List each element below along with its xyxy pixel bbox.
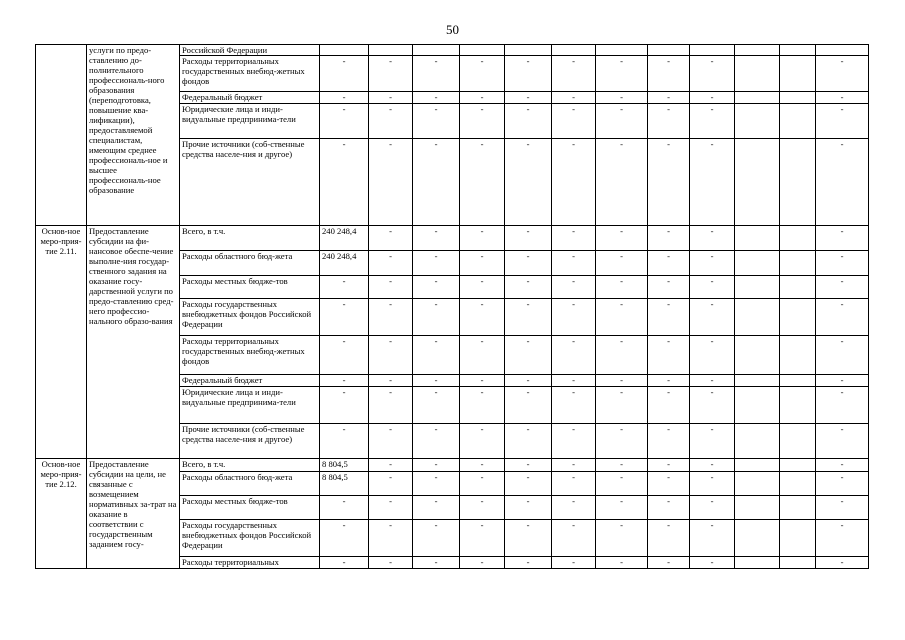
value-cell: - xyxy=(552,472,596,496)
value-cell: - xyxy=(648,104,690,139)
value-cell xyxy=(735,92,780,104)
value-cell: - xyxy=(816,520,869,557)
funding-source: Расходы территориальных xyxy=(180,557,320,569)
value-cell: - xyxy=(648,557,690,569)
value-cell: - xyxy=(460,104,505,139)
amount-cell: - xyxy=(320,276,369,299)
value-cell xyxy=(780,92,816,104)
value-cell: - xyxy=(413,56,460,92)
value-cell: - xyxy=(369,299,413,336)
value-cell: - xyxy=(690,56,735,92)
value-cell xyxy=(735,557,780,569)
value-cell: - xyxy=(369,496,413,520)
value-cell: - xyxy=(460,336,505,375)
value-cell: - xyxy=(505,496,552,520)
value-cell xyxy=(735,251,780,276)
value-cell: - xyxy=(460,424,505,459)
value-cell: - xyxy=(552,387,596,424)
value-cell xyxy=(735,387,780,424)
funding-source: Расходы государственных внебюджетных фондов Российской Федерации xyxy=(180,299,320,336)
amount-cell: - xyxy=(320,424,369,459)
funding-source: Расходы территориальных государственных внебюд-жетных фондов xyxy=(180,56,320,92)
value-cell: - xyxy=(552,92,596,104)
value-cell xyxy=(735,459,780,472)
value-cell: - xyxy=(413,299,460,336)
funding-source: Всего, в т.ч. xyxy=(180,226,320,251)
value-cell: - xyxy=(596,251,648,276)
value-cell: - xyxy=(369,276,413,299)
value-cell xyxy=(780,251,816,276)
value-cell: - xyxy=(369,92,413,104)
value-cell: - xyxy=(816,299,869,336)
value-cell: - xyxy=(413,276,460,299)
value-cell: - xyxy=(552,276,596,299)
value-cell: - xyxy=(648,226,690,251)
funding-source: Расходы областного бюд-жета xyxy=(180,472,320,496)
measure-description: Предоставление субсидии на цели, не связанные с возмещением нормативных за-трат на оказание в соответствии с государственным заданием госу- xyxy=(87,459,180,569)
value-cell: - xyxy=(552,496,596,520)
value-cell: - xyxy=(413,251,460,276)
value-cell xyxy=(816,45,869,56)
value-cell: - xyxy=(816,92,869,104)
value-cell: - xyxy=(505,459,552,472)
value-cell: - xyxy=(596,472,648,496)
value-cell: - xyxy=(648,276,690,299)
funding-source: Расходы местных бюдже-тов xyxy=(180,496,320,520)
value-cell: - xyxy=(413,424,460,459)
value-cell: - xyxy=(690,92,735,104)
value-cell: - xyxy=(460,92,505,104)
value-cell xyxy=(735,226,780,251)
value-cell xyxy=(735,276,780,299)
value-cell: - xyxy=(552,104,596,139)
value-cell: - xyxy=(648,472,690,496)
value-cell: - xyxy=(460,459,505,472)
value-cell: - xyxy=(413,336,460,375)
value-cell xyxy=(735,472,780,496)
value-cell: - xyxy=(552,251,596,276)
value-cell: - xyxy=(413,387,460,424)
value-cell: - xyxy=(552,299,596,336)
value-cell: - xyxy=(460,56,505,92)
value-cell: - xyxy=(690,375,735,387)
value-cell: - xyxy=(552,336,596,375)
value-cell: - xyxy=(690,276,735,299)
value-cell: - xyxy=(505,557,552,569)
value-cell: - xyxy=(648,251,690,276)
value-cell: - xyxy=(816,557,869,569)
value-cell: - xyxy=(552,459,596,472)
value-cell: - xyxy=(505,336,552,375)
value-cell: - xyxy=(596,336,648,375)
value-cell xyxy=(780,56,816,92)
value-cell: - xyxy=(460,520,505,557)
value-cell: - xyxy=(413,92,460,104)
value-cell: - xyxy=(369,375,413,387)
value-cell: - xyxy=(690,251,735,276)
value-cell: - xyxy=(648,459,690,472)
value-cell: - xyxy=(413,139,460,226)
value-cell: - xyxy=(690,336,735,375)
funding-source: Федеральный бюджет xyxy=(180,92,320,104)
funding-source: Прочие источники (соб-ственные средства населе-ния и другое) xyxy=(180,424,320,459)
value-cell: - xyxy=(816,496,869,520)
value-cell xyxy=(735,45,780,56)
amount-cell xyxy=(320,45,369,56)
amount-cell: - xyxy=(320,56,369,92)
value-cell: - xyxy=(690,557,735,569)
value-cell xyxy=(780,424,816,459)
value-cell: - xyxy=(413,496,460,520)
value-cell: - xyxy=(505,251,552,276)
value-cell: - xyxy=(552,424,596,459)
value-cell: - xyxy=(816,336,869,375)
value-cell: - xyxy=(413,472,460,496)
value-cell xyxy=(780,299,816,336)
amount-cell: - xyxy=(320,336,369,375)
value-cell: - xyxy=(413,226,460,251)
funding-source: Юридические лица и инди-видуальные предпринима-тели xyxy=(180,387,320,424)
value-cell xyxy=(505,45,552,56)
value-cell: - xyxy=(369,459,413,472)
amount-cell: - xyxy=(320,520,369,557)
value-cell: - xyxy=(369,424,413,459)
value-cell: - xyxy=(816,375,869,387)
value-cell: - xyxy=(505,104,552,139)
amount-cell: 8 804,5 xyxy=(320,459,369,472)
value-cell: - xyxy=(596,520,648,557)
value-cell: - xyxy=(505,520,552,557)
value-cell: - xyxy=(690,520,735,557)
value-cell: - xyxy=(596,557,648,569)
value-cell: - xyxy=(648,336,690,375)
value-cell xyxy=(780,459,816,472)
value-cell: - xyxy=(460,375,505,387)
funding-source: Юридические лица и инди-видуальные предпринима-тели xyxy=(180,104,320,139)
amount-cell: - xyxy=(320,104,369,139)
value-cell: - xyxy=(648,375,690,387)
value-cell xyxy=(735,336,780,375)
value-cell xyxy=(780,139,816,226)
value-cell: - xyxy=(369,104,413,139)
value-cell: - xyxy=(816,56,869,92)
value-cell: - xyxy=(413,104,460,139)
value-cell xyxy=(780,336,816,375)
funding-source: Расходы территориальных государственных внебюд-жетных фондов xyxy=(180,336,320,375)
value-cell: - xyxy=(505,387,552,424)
value-cell xyxy=(780,496,816,520)
value-cell: - xyxy=(505,472,552,496)
value-cell: - xyxy=(460,299,505,336)
value-cell: - xyxy=(690,139,735,226)
value-cell: - xyxy=(648,424,690,459)
value-cell: - xyxy=(596,496,648,520)
value-cell xyxy=(552,45,596,56)
value-cell: - xyxy=(596,299,648,336)
value-cell xyxy=(690,45,735,56)
value-cell: - xyxy=(413,557,460,569)
amount-cell: - xyxy=(320,557,369,569)
value-cell: - xyxy=(460,251,505,276)
value-cell: - xyxy=(369,226,413,251)
value-cell: - xyxy=(648,387,690,424)
value-cell: - xyxy=(552,520,596,557)
value-cell: - xyxy=(369,251,413,276)
value-cell: - xyxy=(690,226,735,251)
value-cell xyxy=(780,45,816,56)
value-cell: - xyxy=(369,472,413,496)
value-cell: - xyxy=(816,226,869,251)
value-cell: - xyxy=(460,387,505,424)
value-cell: - xyxy=(505,375,552,387)
value-cell: - xyxy=(816,251,869,276)
value-cell xyxy=(413,45,460,56)
value-cell: - xyxy=(816,472,869,496)
value-cell xyxy=(596,45,648,56)
table-row xyxy=(36,226,869,251)
value-cell: - xyxy=(552,56,596,92)
value-cell: - xyxy=(690,472,735,496)
amount-cell: - xyxy=(320,375,369,387)
value-cell: - xyxy=(648,56,690,92)
value-cell: - xyxy=(552,226,596,251)
value-cell: - xyxy=(690,496,735,520)
table-row xyxy=(36,459,869,472)
measure-code: Основ-ное меро-прия-тие 2.11. xyxy=(36,226,87,459)
value-cell xyxy=(780,520,816,557)
value-cell: - xyxy=(460,557,505,569)
value-cell: - xyxy=(690,424,735,459)
value-cell: - xyxy=(690,299,735,336)
value-cell xyxy=(780,387,816,424)
value-cell xyxy=(648,45,690,56)
measure-code xyxy=(36,45,87,226)
value-cell: - xyxy=(816,459,869,472)
value-cell xyxy=(735,104,780,139)
value-cell: - xyxy=(505,92,552,104)
value-cell: - xyxy=(596,424,648,459)
value-cell: - xyxy=(596,104,648,139)
amount-cell: 240 248,4 xyxy=(320,226,369,251)
value-cell: - xyxy=(648,139,690,226)
amount-cell: - xyxy=(320,496,369,520)
amount-cell: - xyxy=(320,299,369,336)
value-cell: - xyxy=(552,139,596,226)
value-cell: - xyxy=(690,459,735,472)
value-cell: - xyxy=(816,424,869,459)
measure-code: Основ-ное меро-прия-тие 2.12. xyxy=(36,459,87,569)
measure-description: Предоставление субсидии на фи-нансовое обеспе-чение выполне-ния государ-ственного задания на оказание госу-дарственной услуги по предо-ставлению сред-него профессио-нального образо-вания xyxy=(87,226,180,459)
value-cell: - xyxy=(596,459,648,472)
value-cell: - xyxy=(460,472,505,496)
value-cell xyxy=(735,139,780,226)
page-number: 50 xyxy=(446,22,459,37)
value-cell xyxy=(735,56,780,92)
table-row xyxy=(36,45,869,56)
value-cell: - xyxy=(460,276,505,299)
value-cell xyxy=(780,557,816,569)
amount-cell: - xyxy=(320,387,369,424)
funding-source: Прочие источники (соб-ственные средства населе-ния и другое) xyxy=(180,139,320,226)
value-cell: - xyxy=(648,299,690,336)
amount-cell: - xyxy=(320,139,369,226)
value-cell: - xyxy=(413,459,460,472)
value-cell: - xyxy=(505,226,552,251)
value-cell: - xyxy=(596,226,648,251)
amount-cell: - xyxy=(320,92,369,104)
value-cell: - xyxy=(552,557,596,569)
value-cell: - xyxy=(505,139,552,226)
value-cell: - xyxy=(413,520,460,557)
value-cell: - xyxy=(369,387,413,424)
value-cell xyxy=(780,226,816,251)
value-cell: - xyxy=(596,92,648,104)
value-cell: - xyxy=(413,375,460,387)
funding-source: Всего, в т.ч. xyxy=(180,459,320,472)
measure-description: услуги по предо-ставлению до-полнительного профессиональ-ного образования (переподготовка, повышение ква-лификации), предоставляемой специалистам, имеющим среднее профессиональ-ное и высшее профессиональ-ное образование xyxy=(87,45,180,226)
value-cell xyxy=(735,424,780,459)
value-cell xyxy=(780,104,816,139)
value-cell: - xyxy=(552,375,596,387)
value-cell: - xyxy=(460,496,505,520)
value-cell: - xyxy=(648,520,690,557)
funding-source: Расходы местных бюдже-тов xyxy=(180,276,320,299)
value-cell: - xyxy=(596,375,648,387)
value-cell: - xyxy=(369,557,413,569)
value-cell: - xyxy=(369,139,413,226)
value-cell xyxy=(735,299,780,336)
value-cell xyxy=(780,472,816,496)
value-cell: - xyxy=(460,139,505,226)
value-cell: - xyxy=(816,139,869,226)
value-cell xyxy=(780,276,816,299)
value-cell: - xyxy=(505,424,552,459)
value-cell: - xyxy=(505,299,552,336)
value-cell: - xyxy=(460,226,505,251)
value-cell: - xyxy=(369,520,413,557)
value-cell: - xyxy=(816,104,869,139)
value-cell: - xyxy=(648,496,690,520)
value-cell xyxy=(460,45,505,56)
value-cell: - xyxy=(648,92,690,104)
value-cell xyxy=(780,375,816,387)
value-cell: - xyxy=(596,387,648,424)
value-cell: - xyxy=(816,276,869,299)
value-cell: - xyxy=(596,139,648,226)
funding-source: Расходы областного бюд-жета xyxy=(180,251,320,276)
value-cell: - xyxy=(596,276,648,299)
funding-source: Федеральный бюджет xyxy=(180,375,320,387)
budget-table xyxy=(35,44,869,569)
value-cell: - xyxy=(596,56,648,92)
value-cell xyxy=(735,520,780,557)
value-cell xyxy=(735,375,780,387)
value-cell: - xyxy=(690,104,735,139)
funding-source: Российской Федерации xyxy=(180,45,320,56)
value-cell: - xyxy=(369,336,413,375)
amount-cell: 8 804,5 xyxy=(320,472,369,496)
value-cell: - xyxy=(816,387,869,424)
value-cell: - xyxy=(690,387,735,424)
value-cell xyxy=(735,496,780,520)
funding-source: Расходы государственных внебюджетных фондов Российской Федерации xyxy=(180,520,320,557)
value-cell xyxy=(369,45,413,56)
amount-cell: 240 248,4 xyxy=(320,251,369,276)
value-cell: - xyxy=(505,56,552,92)
value-cell: - xyxy=(505,276,552,299)
value-cell: - xyxy=(369,56,413,92)
